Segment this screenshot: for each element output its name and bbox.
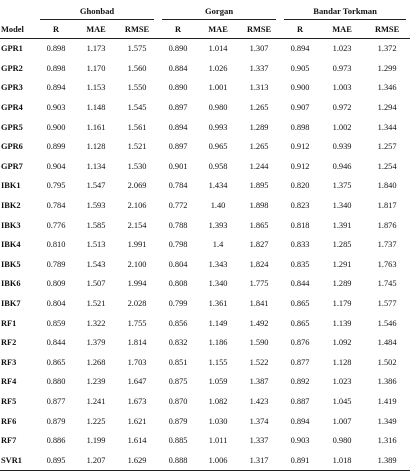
metric-cell: 1.257: [377, 142, 397, 152]
metric-cell: 0.903: [290, 436, 310, 446]
metric-cell: 0.890: [168, 83, 188, 93]
metric-cell: 2.106: [127, 201, 147, 211]
model-name-cell: IBK5: [1, 259, 21, 269]
metric-cell: 1.393: [208, 220, 228, 230]
metric-cell: 0.900: [46, 122, 66, 132]
metric-cell: 0.804: [168, 259, 188, 269]
metric-cell: 1.265: [249, 142, 269, 152]
metric-cell: 1.521: [86, 299, 106, 309]
metric-cell: 0.904: [46, 161, 66, 171]
metric-cell: 0.912: [290, 142, 310, 152]
metric-cell: 1.317: [238, 450, 280, 470]
metric-cell: 0.856: [168, 318, 188, 328]
table-body: [0, 39, 410, 471]
table-row: [0, 39, 410, 59]
metric-cell: 0.818: [290, 220, 310, 230]
table-row: [0, 333, 410, 353]
metric-cell: 0.886: [46, 436, 66, 446]
model-name-cell: GPR5: [1, 122, 23, 132]
metric-cell: 1.543: [86, 259, 106, 269]
metric-cell: 0.899: [46, 142, 66, 152]
metric-cell: 0.958: [208, 161, 228, 171]
metric-cell: 1.522: [249, 357, 269, 367]
table-row: [0, 78, 410, 98]
metric-cell: 1.014: [208, 44, 228, 54]
metric-cell: 1.155: [208, 357, 228, 367]
metric-cell: 0.784: [46, 201, 66, 211]
metric-cell: 1.755: [127, 318, 147, 328]
model-name-cell: RF3: [1, 357, 17, 367]
metric-cell: 1.991: [127, 240, 147, 250]
table-row: [0, 215, 410, 235]
model-name-cell: RF4: [1, 377, 17, 387]
metric-cell: 1.546: [377, 318, 397, 328]
metric-cell: 1.289: [332, 279, 352, 289]
metric-cell: 0.772: [168, 201, 188, 211]
metric-cell: 1.621: [127, 416, 147, 426]
metric-cell: 0.900: [290, 83, 310, 93]
metric-cell: 0.980: [332, 436, 352, 446]
model-name-cell: RF6: [1, 416, 17, 426]
metric-cell: 1.545: [127, 103, 147, 113]
model-name-cell: GPR7: [1, 161, 23, 171]
metric-cell: 1.239: [86, 377, 106, 387]
table-row: [0, 353, 410, 373]
metric-cell: 1.344: [377, 122, 397, 132]
metric-cell: 1.018: [320, 450, 364, 470]
column-header: RMSE: [364, 20, 410, 39]
metric-cell: 1.186: [208, 338, 228, 348]
model-name-cell: RF7: [1, 436, 17, 446]
metric-cell: 1.340: [208, 279, 228, 289]
metric-cell: 0.980: [208, 103, 228, 113]
metric-cell: 1.865: [249, 220, 269, 230]
metric-cell: 0.891: [280, 450, 320, 470]
metric-cell: 0.946: [332, 161, 352, 171]
metric-cell: 0.795: [46, 181, 66, 191]
metric-cell: 0.784: [168, 181, 188, 191]
metric-cell: 0.880: [46, 377, 66, 387]
metric-cell: 1.059: [208, 377, 228, 387]
metric-cell: 1.507: [86, 279, 106, 289]
group-header-gorgan: [158, 2, 280, 20]
metric-cell: 0.898: [290, 122, 310, 132]
group-header-label: Bandar Torkman: [284, 6, 406, 20]
metric-cell: 0.776: [46, 220, 66, 230]
metric-cell: 1.045: [332, 396, 352, 406]
metric-cell: 1.374: [249, 416, 269, 426]
metric-cell: 1.361: [208, 299, 228, 309]
metric-cell: 1.372: [377, 44, 397, 54]
group-header-row: [0, 2, 410, 20]
metric-cell: 0.833: [290, 240, 310, 250]
metric-cell: 1.423: [249, 396, 269, 406]
metric-cell: 1.011: [208, 436, 228, 446]
metric-cell: 0.865: [46, 357, 66, 367]
metric-cell: 1.082: [208, 396, 228, 406]
metric-cell: 1.513: [86, 240, 106, 250]
metric-cell: 0.870: [168, 396, 188, 406]
metric-cell: 1.225: [86, 416, 106, 426]
metric-cell: 0.973: [332, 63, 352, 73]
metric-cell: 0.895: [36, 450, 76, 470]
group-header-spacer: [0, 2, 36, 20]
metric-cell: 0.823: [290, 201, 310, 211]
metric-cell: 1.343: [208, 259, 228, 269]
metric-cell: 1.313: [249, 83, 269, 93]
metric-cell: 1.349: [377, 416, 397, 426]
model-name-cell: RF2: [1, 338, 17, 348]
metric-cell: 1.244: [249, 161, 269, 171]
metric-cell: 0.894: [290, 44, 310, 54]
table-row: [0, 157, 410, 177]
metric-cell: 1.561: [127, 122, 147, 132]
metric-cell: 0.885: [168, 436, 188, 446]
metric-cell: 0.901: [168, 161, 188, 171]
metric-cell: 1.840: [377, 181, 397, 191]
model-name-cell: RF1: [1, 318, 17, 328]
metric-cell: 0.844: [290, 279, 310, 289]
metric-cell: 1.577: [377, 299, 397, 309]
metric-cell: 1.092: [332, 338, 352, 348]
metric-cell: 1.023: [332, 377, 352, 387]
metric-cell: 0.804: [46, 299, 66, 309]
metric-cell: 1.346: [377, 83, 397, 93]
metric-cell: 1.291: [332, 259, 352, 269]
metric-cell: 0.888: [158, 450, 198, 470]
table-row: [0, 117, 410, 137]
group-header-ghonbad: [36, 2, 158, 20]
model-name-cell: IBK4: [1, 240, 21, 250]
metric-cell: 1.134: [86, 161, 106, 171]
table-header: [0, 2, 410, 39]
metric-cell: 1.389: [364, 450, 410, 470]
table-row: [0, 372, 410, 392]
metric-cell: 0.808: [168, 279, 188, 289]
metric-cell: 1.824: [249, 259, 269, 269]
metric-cell: 1.647: [127, 377, 147, 387]
metric-cell: 1.001: [208, 83, 228, 93]
table-row: [0, 255, 410, 275]
metric-cell: 1.560: [127, 63, 147, 73]
metric-cell: 1.994: [127, 279, 147, 289]
metric-cell: 1.307: [249, 44, 269, 54]
metric-cell: 0.892: [290, 377, 310, 387]
metric-cell: 1.241: [86, 396, 106, 406]
metric-cell: 0.879: [46, 416, 66, 426]
metric-cell: 0.894: [290, 416, 310, 426]
metric-cell: 1.128: [332, 357, 352, 367]
metric-cell: 1.550: [127, 83, 147, 93]
metric-cell: 1.703: [127, 357, 147, 367]
model-name-cell: IBK7: [1, 299, 21, 309]
metric-cell: 0.898: [46, 63, 66, 73]
metric-cell: 0.844: [46, 338, 66, 348]
metric-cell: 0.894: [168, 122, 188, 132]
column-header-model: Model: [0, 20, 36, 39]
metric-cell: 0.799: [168, 299, 188, 309]
metric-cell: 0.809: [46, 279, 66, 289]
model-name-cell: SVR1: [0, 450, 36, 470]
metric-cell: 0.865: [290, 299, 310, 309]
metric-cell: 1.173: [86, 44, 106, 54]
table-row: [0, 274, 410, 294]
metric-cell: 1.737: [377, 240, 397, 250]
metric-cell: 0.897: [168, 142, 188, 152]
group-header-bandar-torkman: [280, 2, 410, 20]
metric-cell: 0.898: [46, 44, 66, 54]
column-header: R: [36, 20, 76, 39]
group-header-label: Gorgan: [162, 6, 276, 20]
metric-cell: 1.007: [332, 416, 352, 426]
metric-cell: 1.148: [86, 103, 106, 113]
metric-cell: 1.590: [249, 338, 269, 348]
metric-cell: 0.859: [46, 318, 66, 328]
table-row: [0, 411, 410, 431]
metric-cell: 1.289: [249, 122, 269, 132]
metric-cell: 1.629: [116, 450, 158, 470]
model-name-cell: IBK3: [1, 220, 21, 230]
metric-cell: 1.575: [127, 44, 147, 54]
table-row: [0, 392, 410, 412]
column-header: RMSE: [116, 20, 158, 39]
metric-cell: 0.789: [46, 259, 66, 269]
metric-cell: 2.100: [127, 259, 147, 269]
metric-cell: 1.023: [332, 44, 352, 54]
metric-cell: 0.939: [332, 142, 352, 152]
model-name-cell: IBK6: [1, 279, 21, 289]
model-name-cell: IBK2: [1, 201, 21, 211]
metric-cell: 1.841: [249, 299, 269, 309]
metric-cell: 1.745: [377, 279, 397, 289]
table-row: [0, 450, 410, 470]
metric-cell: 1.391: [332, 220, 352, 230]
model-name-cell: GPR6: [1, 142, 23, 152]
table-row: [0, 313, 410, 333]
metric-cell: 1.593: [86, 201, 106, 211]
metric-cell: 1.814: [127, 338, 147, 348]
table-row: [0, 294, 410, 314]
metric-cell: 1.179: [332, 299, 352, 309]
metric-cell: 1.502: [377, 357, 397, 367]
column-header: MAE: [198, 20, 238, 39]
metric-cell: 1.322: [86, 318, 106, 328]
metric-cell: 1.673: [127, 396, 147, 406]
metric-cell: 1.375: [332, 181, 352, 191]
metric-cell: 0.820: [290, 181, 310, 191]
metric-cell: 0.877: [290, 357, 310, 367]
metric-cell: 0.832: [168, 338, 188, 348]
metric-cell: 0.993: [208, 122, 228, 132]
group-header-label: Ghonbad: [40, 6, 154, 20]
metric-cell: 1.817: [377, 201, 397, 211]
metric-cell: 0.876: [290, 338, 310, 348]
metric-cell: 1.614: [127, 436, 147, 446]
table-row: [0, 98, 410, 118]
metric-cell: 0.903: [46, 103, 66, 113]
table-row: [0, 196, 410, 216]
metric-cell: 0.884: [168, 63, 188, 73]
metric-cell: 1.530: [127, 161, 147, 171]
metric-cell: 2.028: [127, 299, 147, 309]
column-header: R: [158, 20, 198, 39]
metric-cell: 0.865: [290, 318, 310, 328]
metric-cell: 0.875: [168, 377, 188, 387]
metric-cell: 1.40: [210, 201, 226, 211]
metric-cell: 0.890: [168, 44, 188, 54]
metric-cell: 1.492: [249, 318, 269, 328]
metric-cell: 1.199: [86, 436, 106, 446]
metric-cell: 1.337: [249, 63, 269, 73]
metric-cell: 1.895: [249, 181, 269, 191]
metric-cell: 1.434: [208, 181, 228, 191]
table-row: [0, 137, 410, 157]
metric-cell: 0.907: [290, 103, 310, 113]
metric-cell: 1.763: [377, 259, 397, 269]
table-row: [0, 59, 410, 79]
metric-cell: 0.835: [290, 259, 310, 269]
metric-cell: 1.419: [377, 396, 397, 406]
metric-cell: 0.905: [290, 63, 310, 73]
column-header: RMSE: [238, 20, 280, 39]
metric-cell: 0.798: [168, 240, 188, 250]
metric-cell: 1.026: [208, 63, 228, 73]
metric-cell: 1.379: [86, 338, 106, 348]
model-name-cell: GPR4: [1, 103, 23, 113]
column-header-row: [0, 20, 410, 39]
metric-cell: 1.006: [198, 450, 238, 470]
model-name-cell: GPR3: [1, 83, 23, 93]
metric-cell: 1.521: [127, 142, 147, 152]
metric-cell: 1.386: [377, 377, 397, 387]
metric-cell: 0.912: [290, 161, 310, 171]
column-header: R: [280, 20, 320, 39]
metric-cell: 1.294: [377, 103, 397, 113]
results-table: [0, 2, 410, 471]
metric-cell: 1.161: [86, 122, 106, 132]
metric-cell: 1.585: [86, 220, 106, 230]
metric-cell: 1.149: [208, 318, 228, 328]
metric-cell: 1.484: [377, 338, 397, 348]
metric-cell: 2.069: [127, 181, 147, 191]
metric-cell: 1.876: [377, 220, 397, 230]
metric-cell: 1.387: [249, 377, 269, 387]
metric-cell: 1.827: [249, 240, 269, 250]
metric-cell: 1.254: [377, 161, 397, 171]
metric-cell: 1.170: [86, 63, 106, 73]
metric-cell: 1.547: [86, 181, 106, 191]
metric-cell: 1.139: [332, 318, 352, 328]
metric-cell: 0.788: [168, 220, 188, 230]
metric-cell: 0.879: [168, 416, 188, 426]
model-name-cell: GPR1: [1, 44, 23, 54]
metric-cell: 1.898: [249, 201, 269, 211]
metric-cell: 1.030: [208, 416, 228, 426]
model-name-cell: IBK1: [1, 181, 21, 191]
table-row: [0, 431, 410, 451]
metric-cell: 0.877: [46, 396, 66, 406]
metric-cell: 0.965: [208, 142, 228, 152]
model-name-cell: GPR2: [1, 63, 23, 73]
metric-cell: 1.002: [332, 122, 352, 132]
metric-cell: 2.154: [127, 220, 147, 230]
metric-cell: 0.810: [46, 240, 66, 250]
column-header: MAE: [320, 20, 364, 39]
metric-cell: 1.337: [249, 436, 269, 446]
metric-cell: 1.299: [377, 63, 397, 73]
metric-cell: 0.897: [168, 103, 188, 113]
metric-cell: 0.972: [332, 103, 352, 113]
table-row: [0, 176, 410, 196]
metric-cell: 1.265: [249, 103, 269, 113]
model-name-cell: RF5: [1, 396, 17, 406]
metric-cell: 1.268: [86, 357, 106, 367]
metric-cell: 1.340: [332, 201, 352, 211]
metric-cell: 1.4: [212, 240, 224, 250]
metric-cell: 1.153: [86, 83, 106, 93]
metric-cell: 0.887: [290, 396, 310, 406]
column-header: MAE: [76, 20, 116, 39]
metric-cell: 1.316: [377, 436, 397, 446]
metric-cell: 1.003: [332, 83, 352, 93]
metric-cell: 1.285: [332, 240, 352, 250]
metric-cell: 0.851: [168, 357, 188, 367]
table-row: [0, 235, 410, 255]
metric-cell: 0.894: [46, 83, 66, 93]
metric-cell: 1.775: [249, 279, 269, 289]
metric-cell: 1.128: [86, 142, 106, 152]
metric-cell: 1.207: [76, 450, 116, 470]
